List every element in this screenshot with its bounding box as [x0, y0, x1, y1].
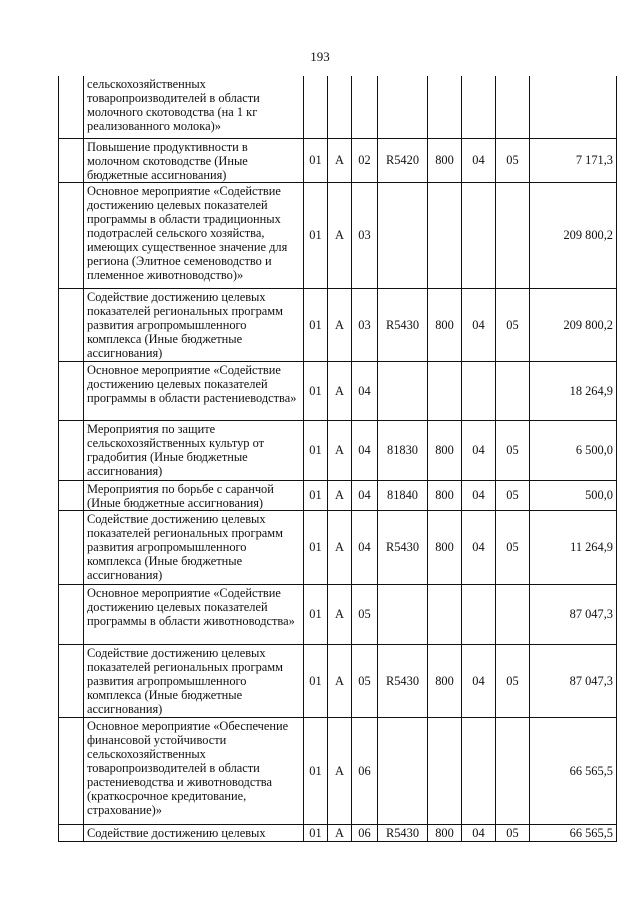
- program-code: 01: [304, 138, 328, 182]
- program-code: 01: [304, 644, 328, 717]
- row-number-cell: [59, 824, 84, 841]
- direction-code: [378, 76, 428, 138]
- subprogram-code: А: [328, 361, 352, 420]
- table-row: [59, 824, 617, 841]
- direction-code: [378, 717, 428, 824]
- row-name: Основное мероприятие «Обеспечение финансовой устойчивости сельскохозяйственных товаропроизводителей в области растениеводства и животноводства (краткосрочное кредитование, страхование)»: [84, 717, 304, 824]
- section-code: 04: [462, 510, 496, 584]
- subprogram-code: А: [328, 182, 352, 288]
- expense-type-code: 800: [428, 138, 462, 182]
- section-code: 04: [462, 420, 496, 480]
- row-name: Содействие достижению целевых: [84, 824, 304, 841]
- activity-code: 03: [352, 182, 378, 288]
- table-row: [59, 480, 617, 510]
- row-number-cell: [59, 420, 84, 480]
- table-row: [59, 420, 617, 480]
- subprogram-code: А: [328, 717, 352, 824]
- program-code: 01: [304, 182, 328, 288]
- program-code: 01: [304, 420, 328, 480]
- program-code: 01: [304, 510, 328, 584]
- direction-code: R5430: [378, 824, 428, 841]
- subsection-code: [496, 76, 530, 138]
- row-name: Мероприятия по борьбе с саранчой (Иные бюджетные ассигнования): [84, 480, 304, 510]
- section-code: 04: [462, 480, 496, 510]
- table-row: [59, 510, 617, 584]
- subsection-code: [496, 361, 530, 420]
- expense-type-code: [428, 182, 462, 288]
- amount-cell: 7 171,3: [530, 138, 617, 182]
- program-code: 01: [304, 480, 328, 510]
- expense-type-code: [428, 717, 462, 824]
- table-row: [59, 584, 617, 644]
- section-code: 04: [462, 824, 496, 841]
- subsection-code: 05: [496, 138, 530, 182]
- program-code: 01: [304, 288, 328, 361]
- amount-cell: 66 565,5: [530, 717, 617, 824]
- expense-type-code: 800: [428, 824, 462, 841]
- row-name: Содействие достижению целевых показателей региональных программ развития агропромышленного комплекса (Иные бюджетные ассигнования): [84, 510, 304, 584]
- subsection-code: [496, 584, 530, 644]
- table-row: [59, 644, 617, 717]
- row-number-cell: [59, 138, 84, 182]
- subprogram-code: [328, 76, 352, 138]
- subprogram-code: А: [328, 288, 352, 361]
- row-number-cell: [59, 584, 84, 644]
- table-row: [59, 138, 617, 182]
- row-number-cell: [59, 480, 84, 510]
- subsection-code: 05: [496, 510, 530, 584]
- subsection-code: 05: [496, 644, 530, 717]
- activity-code: 06: [352, 824, 378, 841]
- activity-code: [352, 76, 378, 138]
- section-code: 04: [462, 288, 496, 361]
- row-name: сельскохозяйственных товаропроизводителей в области молочного скотоводства (на 1 кг реализованного молока)»: [84, 76, 304, 138]
- subprogram-code: А: [328, 824, 352, 841]
- table-body: [59, 76, 617, 841]
- program-code: 01: [304, 717, 328, 824]
- subprogram-code: А: [328, 138, 352, 182]
- table-row: [59, 182, 617, 288]
- direction-code: [378, 182, 428, 288]
- amount-cell: 500,0: [530, 480, 617, 510]
- activity-code: 03: [352, 288, 378, 361]
- program-code: 01: [304, 361, 328, 420]
- activity-code: 02: [352, 138, 378, 182]
- row-number-cell: [59, 717, 84, 824]
- program-code: 01: [304, 824, 328, 841]
- row-number-cell: [59, 76, 84, 138]
- expense-type-code: 800: [428, 420, 462, 480]
- activity-code: 05: [352, 644, 378, 717]
- amount-cell: 87 047,3: [530, 584, 617, 644]
- direction-code: [378, 361, 428, 420]
- amount-cell: 6 500,0: [530, 420, 617, 480]
- direction-code: [378, 584, 428, 644]
- expense-type-code: [428, 361, 462, 420]
- row-name: Основное мероприятие «Содействие достижению целевых показателей программы в области животноводства»: [84, 584, 304, 644]
- direction-code: R5420: [378, 138, 428, 182]
- table-row: [59, 717, 617, 824]
- direction-code: 81840: [378, 480, 428, 510]
- section-code: [462, 182, 496, 288]
- subprogram-code: А: [328, 644, 352, 717]
- program-code: 01: [304, 584, 328, 644]
- table-row: [59, 76, 617, 138]
- subsection-code: 05: [496, 824, 530, 841]
- row-name: Содействие достижению целевых показателей региональных программ развития агропромышленного комплекса (Иные бюджетные ассигнования): [84, 288, 304, 361]
- subprogram-code: А: [328, 480, 352, 510]
- program-code: [304, 76, 328, 138]
- direction-code: 81830: [378, 420, 428, 480]
- amount-cell: 209 800,2: [530, 182, 617, 288]
- row-number-cell: [59, 288, 84, 361]
- subsection-code: [496, 717, 530, 824]
- amount-cell: 11 264,9: [530, 510, 617, 584]
- section-code: 04: [462, 644, 496, 717]
- subprogram-code: А: [328, 510, 352, 584]
- table-row: [59, 361, 617, 420]
- row-number-cell: [59, 361, 84, 420]
- direction-code: R5430: [378, 510, 428, 584]
- row-number-cell: [59, 182, 84, 288]
- section-code: [462, 361, 496, 420]
- section-code: [462, 76, 496, 138]
- direction-code: R5430: [378, 644, 428, 717]
- activity-code: 05: [352, 584, 378, 644]
- activity-code: 04: [352, 420, 378, 480]
- page-number: 193: [310, 49, 330, 64]
- row-name: Содействие достижению целевых показателей региональных программ развития агропромышленного комплекса (Иные бюджетные ассигнования): [84, 644, 304, 717]
- row-name: Мероприятия по защите сельскохозяйственных культур от градобития (Иные бюджетные ассигнования): [84, 420, 304, 480]
- budget-table: [58, 76, 617, 842]
- amount-cell: [530, 76, 617, 138]
- subsection-code: 05: [496, 420, 530, 480]
- activity-code: 04: [352, 480, 378, 510]
- row-number-cell: [59, 644, 84, 717]
- subsection-code: 05: [496, 288, 530, 361]
- subsection-code: 05: [496, 480, 530, 510]
- expense-type-code: 800: [428, 288, 462, 361]
- activity-code: 04: [352, 361, 378, 420]
- expense-type-code: [428, 76, 462, 138]
- expense-type-code: [428, 584, 462, 644]
- subprogram-code: А: [328, 584, 352, 644]
- expense-type-code: 800: [428, 510, 462, 584]
- section-code: 04: [462, 138, 496, 182]
- amount-cell: 87 047,3: [530, 644, 617, 717]
- subsection-code: [496, 182, 530, 288]
- subprogram-code: А: [328, 420, 352, 480]
- section-code: [462, 717, 496, 824]
- direction-code: R5430: [378, 288, 428, 361]
- row-name: Повышение продуктивности в молочном скотоводстве (Иные бюджетные ассигнования): [84, 138, 304, 182]
- expense-type-code: 800: [428, 644, 462, 717]
- activity-code: 04: [352, 510, 378, 584]
- amount-cell: 209 800,2: [530, 288, 617, 361]
- row-name: Основное мероприятие «Содействие достижению целевых показателей программы в области растениеводства»: [84, 361, 304, 420]
- amount-cell: 18 264,9: [530, 361, 617, 420]
- activity-code: 06: [352, 717, 378, 824]
- expense-type-code: 800: [428, 480, 462, 510]
- section-code: [462, 584, 496, 644]
- table-row: [59, 288, 617, 361]
- row-number-cell: [59, 510, 84, 584]
- amount-cell: 66 565,5: [530, 824, 617, 841]
- row-name: Основное мероприятие «Содействие достижению целевых показателей программы в области традиционных подотраслей сельского хозяйства, имеющих существенное значение для региона (Элитное семеноводство и племенное животноводство)»: [84, 182, 304, 288]
